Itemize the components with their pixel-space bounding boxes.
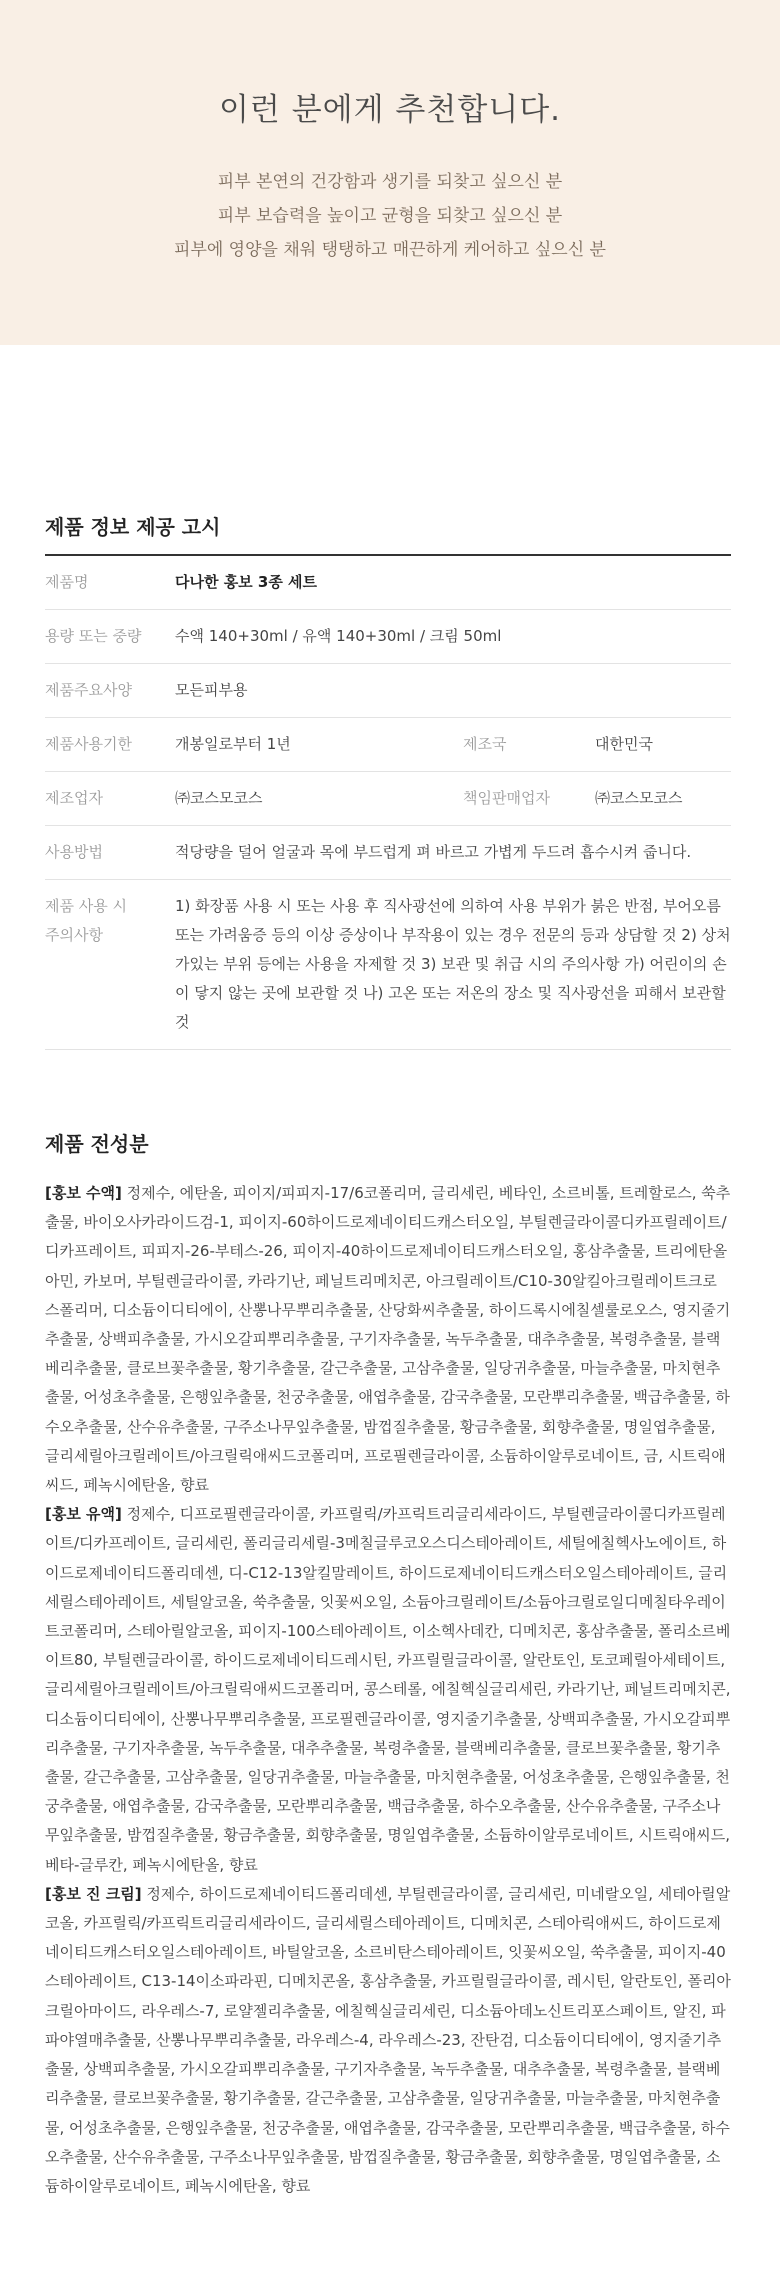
info-label-caution-line-2: 주의사항	[45, 926, 103, 944]
ingredients-cream-label: [홍보 진 크림]	[45, 1884, 142, 1903]
info-value-seller: ㈜코스모코스	[595, 772, 731, 826]
info-value-name: 다나한 홍보 3종 세트	[175, 556, 731, 610]
recommend-line-1: 피부 본연의 건강함과 생기를 되찾고 싶으신 분	[217, 172, 563, 192]
info-value-expiry: 개봉일로부터 1년	[175, 718, 463, 772]
info-value-volume: 수액 140+30ml / 유액 140+30ml / 크림 50ml	[175, 610, 731, 664]
recommend-line-2: 피부 보습력을 높이고 균형을 되찾고 싶으신 분	[217, 206, 563, 226]
ingredients-title: 제품 전성분	[45, 1132, 149, 1156]
ingredients-sooaek-text: 정제수, 에탄올, 피이지/피피지-17/6코폴리머, 글리세린, 베타인, 소르비톨, 트레할로스, 쑥추출물, 바이오사카라이드검-1, 피이지-60하이드로제네이티드캐스터오일, 부틸렌글라이콜디카프릴레이트/디카프레이트, 피피지-26-부테스-26, 피이지-40하이드로제네이티드캐스터오일, 홍삼추출물, 트리에탄올아민, 카보머, 부틸렌글라이콜, 카라기난, 페닐트리메치콘, 아크릴레이트/C10-30알킬아크릴레이트크로스폴리머, 디소듐이디티에이, 산뽕나무뿌리추출물, 산당화씨추출물, 하이드록시에칠셀룰로오스, 영지줄기추출물, 상백피추출물, 가시오갈피뿌리추출물, 구기자추출물, 녹두추출물, 대추추출물, 복령추출물, 블랙베리추출물, 클로브꽃추출물, 황기추출물, 갈근추출물, 고삼추출물, 일당귀추출물, 마늘추출물, 마치현추출물, 어성초추출물, 은행잎추출물, 천궁추출물, 애엽추출물, 감국추출물, 모란뿌리추출물, 백급추출물, 하수오추출물, 산수유추출물, 구주소나무잎추출물, 밤껍질추출물, 황금추출물, 회향추출물, 명일엽추출물, 글리세릴아크릴레이트/아크릴릭애씨드코폴리머, 프로필렌글라이콜, 소듐하이알루로네이트, 금, 시트릭애씨드, 페녹시에탄올, 향료	[45, 1184, 731, 1495]
info-row-name	[45, 556, 731, 610]
recommend-banner	[0, 0, 780, 345]
info-label-name: 제품명	[45, 556, 175, 610]
ingredients-yooaek-label: [홍보 유액]	[45, 1505, 122, 1524]
ingredients-list	[45, 1179, 731, 2201]
info-label-caution	[45, 880, 175, 1050]
ingredients-yooaek	[45, 1500, 731, 1880]
ingredients-sooaek	[45, 1179, 731, 1500]
ingredients-cream	[45, 1880, 731, 2201]
ingredients-sooaek-label: [홍보 수액]	[45, 1184, 122, 1202]
info-label-country: 제조국	[463, 718, 595, 772]
info-row-skin	[45, 664, 731, 718]
info-label-maker: 제조업자	[45, 772, 175, 826]
product-info-title: 제품 정보 제공 고시	[45, 511, 731, 556]
product-info-table	[45, 556, 731, 1050]
info-value-skin: 모든피부용	[175, 664, 731, 718]
info-row-expiry	[45, 718, 731, 772]
info-row-maker	[45, 772, 731, 826]
info-label-skin: 제품주요사양	[45, 664, 175, 718]
info-label-volume: 용량 또는 중량	[45, 610, 175, 664]
ingredients-cream-text: 정제수, 하이드로제네이티드폴리데센, 부틸렌글라이콜, 글리세린, 미네랄오일, 세테아릴알코올, 카프릴릭/카프릭트리글리세라이드, 글리세릴스테아레이트, 디메치콘, 스테아릭애씨드, 하이드로제네이티드캐스터오일스테아레이트, 바틸알코올, 소르비탄스테아레이트, 잇꽃씨오일, 쑥추출물, 피이지-40스테아레이트, C13-14이소파라핀, 디메치콘올, 홍삼추출물, 카프릴릴글라이콜, 레시틴, 알란토인, 폴리아크릴아마이드, 라우레스-7, 로얄젤리추출물, 에칠헥실글리세린, 디소듐아데노신트리포스페이트, 알진, 파파야열매추출물, 산뽕나무뿌리추출물, 라우레스-4, 라우레스-23, 잔탄검, 디소듐이디티에이, 영지줄기추출물, 상백피추출물, 가시오갈피뿌리추출물, 구기자추출물, 녹두추출물, 대추추출물, 복령추출물, 블랙베리추출물, 클로브꽃추출물, 황기추출물, 갈근추출물, 고삼추출물, 일당귀추출물, 마늘추출물, 마치현추출물, 어성초추출물, 은행잎추출물, 천궁추출물, 애엽추출물, 감국추출물, 모란뿌리추출물, 백급추출물, 하수오추출물, 산수유추출물, 구주소나무잎추출물, 밤껍질추출물, 황금추출물, 회향추출물, 명일엽추출물, 소듐하이알루로네이트, 페녹시에탄올, 향료	[45, 1884, 731, 2195]
ingredients-yooaek-text: 정제수, 디프로필렌글라이콜, 카프릴릭/카프릭트리글리세라이드, 부틸렌글라이콜디카프릴레이트/디카프레이트, 글리세린, 폴리글리세릴-3메칠글루코오스디스테아레이트, 세틸에칠헥사노에이트, 하이드로제네이티드폴리데센, 디-C12-13알킬말레이트, 하이드로제네이티드캐스터오일스테아레이트, 글리세릴스테아레이트, 세틸알코올, 쑥추출물, 잇꽃씨오일, 소듐아크릴레이트/소듐아크릴로일디메칠타우레이트코폴리머, 스테아릴알코올, 피이지-100스테아레이트, 이소헥사데칸, 디메치콘, 홍삼추출물, 폴리소르베이트80, 부틸렌글라이콜, 하이드로제네이티드레시틴, 카프릴릴글라이콜, 알란토인, 토코페릴아세테이트, 글리세릴아크릴레이트/아크릴릭애씨드코폴리머, 콩스테롤, 에칠헥실글리세린, 카라기난, 페닐트리메치콘, 디소듐이디티에이, 산뽕나무뿌리추출물, 프로필렌글라이콜, 영지줄기추출물, 상백피추출물, 가시오갈피뿌리추출물, 구기자추출물, 녹두추출물, 대추추출물, 복령추출물, 블랙베리추출물, 클로브꽃추출물, 황기추출물, 갈근추출물, 고삼추출물, 일당귀추출물, 마늘추출물, 마치현추출물, 어성초추출물, 은행잎추출물, 천궁추출물, 애엽추출물, 감국추출물, 모란뿌리추출물, 백급추출물, 하수오추출물, 산수유추출물, 구주소나무잎추출물, 밤껍질추출물, 황금추출물, 회향추출물, 명일엽추출물, 소듐하이알루로네이트, 시트릭애씨드, 베타-글루칸, 페녹시에탄올, 향료	[45, 1505, 731, 1874]
info-value-maker: ㈜코스모코스	[175, 772, 463, 826]
info-label-expiry: 제품사용기한	[45, 718, 175, 772]
info-value-caution: 1) 화장품 사용 시 또는 사용 후 직사광선에 의하여 사용 부위가 붉은 반점, 부어오름 또는 가려움증 등의 이상 증상이나 부작용이 있는 경우 전문의 등과 상담할 것 2) 상처가있는 부위 등에는 사용을 자제할 것 3) 보관 및 취급 시의 주의사항 가) 어린이의 손이 닿지 않는 곳에 보관할 것 나) 고온 또는 저온의 장소 및 직사광선을 피해서 보관할 것	[175, 880, 731, 1050]
recommend-title: 이런 분에게 추천합니다.	[218, 92, 562, 128]
info-value-usage: 적당량을 덜어 얼굴과 목에 부드럽게 펴 바르고 가볍게 두드려 흡수시켜 줍니다.	[175, 826, 731, 880]
info-label-caution-line-1: 제품 사용 시	[45, 897, 127, 915]
info-row-caution	[45, 880, 731, 1050]
info-label-seller: 책임판매업자	[463, 772, 595, 826]
info-value-country: 대한민국	[595, 718, 731, 772]
info-row-usage	[45, 826, 731, 880]
info-label-usage: 사용방법	[45, 826, 175, 880]
recommend-line-3: 피부에 영양을 채워 탱탱하고 매끈하게 케어하고 싶으신 분	[174, 240, 606, 260]
info-row-volume	[45, 610, 731, 664]
product-info-section	[45, 511, 731, 2201]
